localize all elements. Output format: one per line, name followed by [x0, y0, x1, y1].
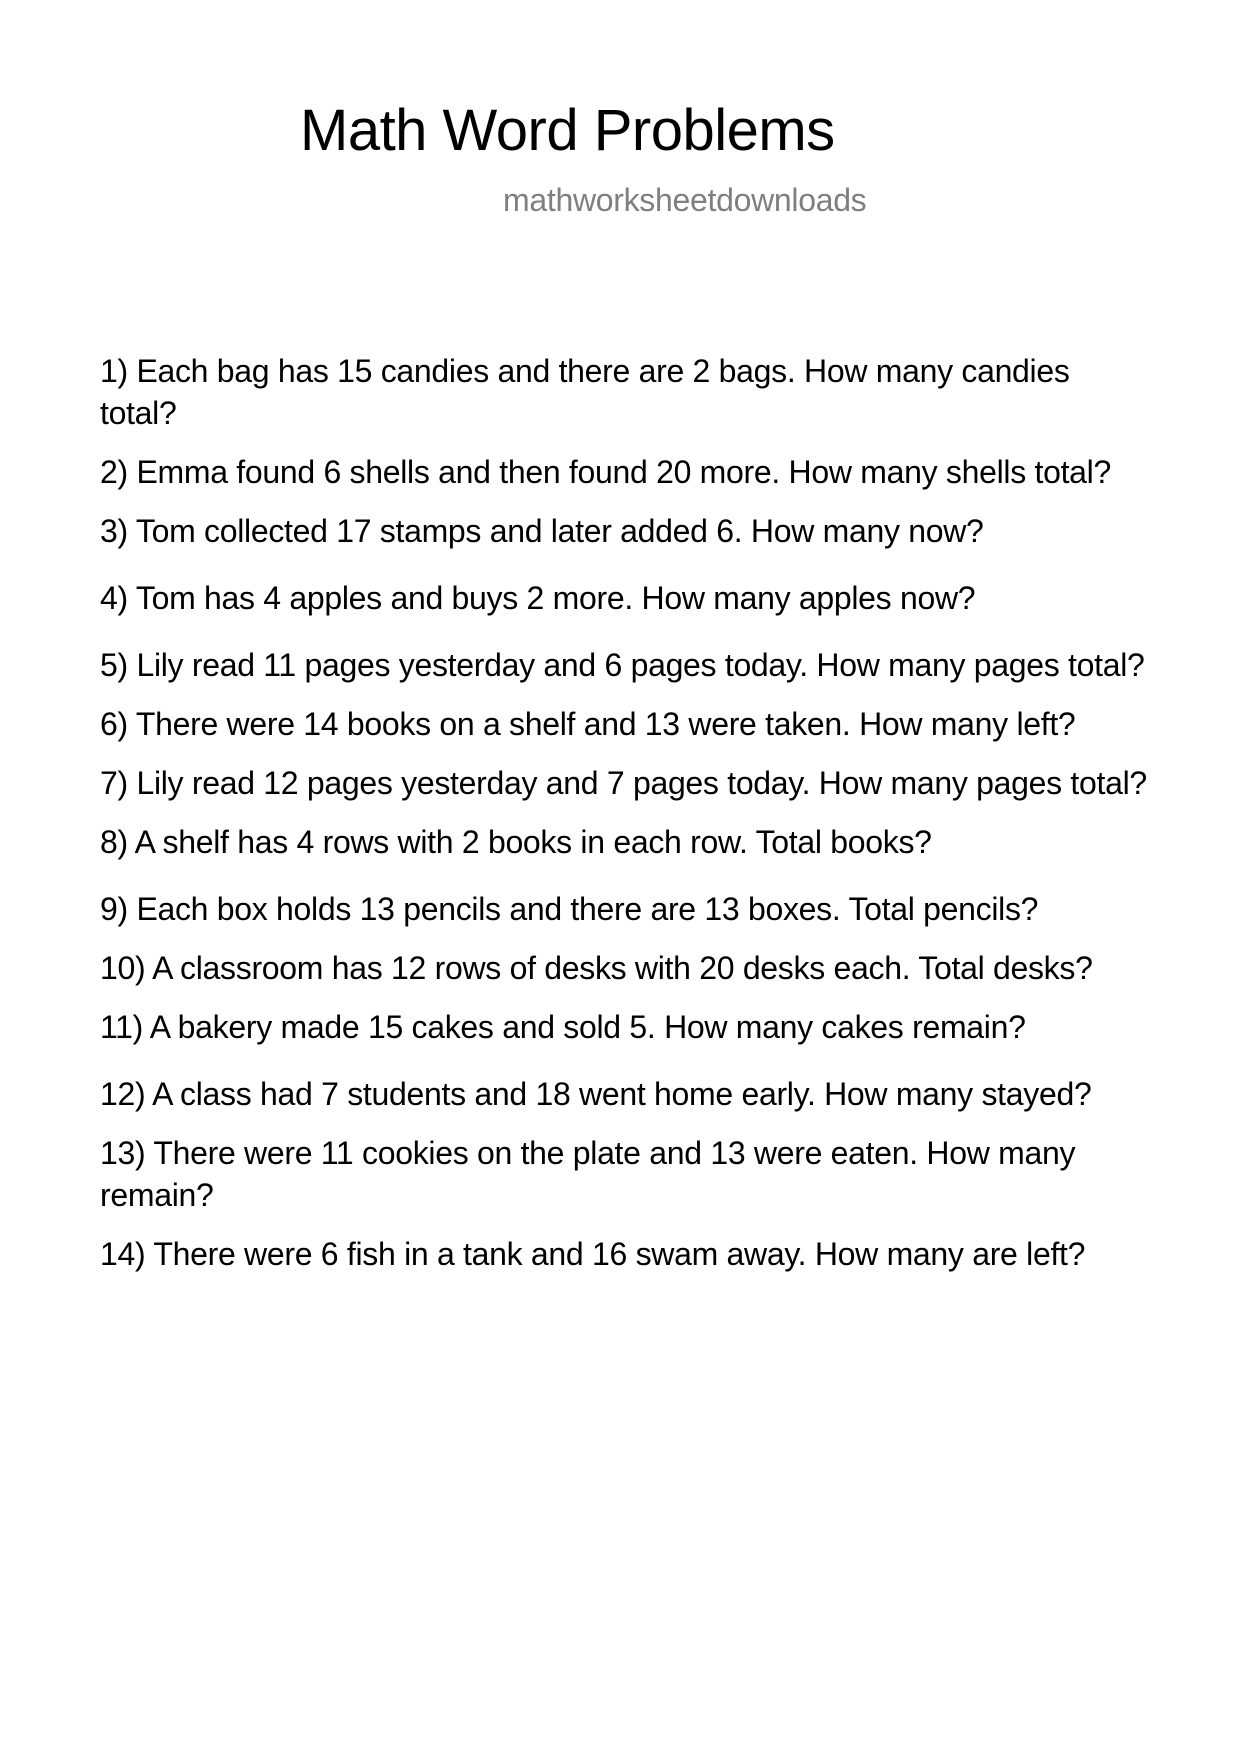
problem-list — [100, 350, 1150, 1292]
problem-item: 8) A shelf has 4 rows with 2 books in each row. Total books? — [100, 824, 932, 860]
problem-item: 10) A classroom has 12 rows of desks with 20 desks each. Total desks? — [100, 950, 1093, 986]
problem-item: 13) There were 11 cookies on the plate and 13 were eaten. How many remain? — [100, 1135, 1076, 1213]
problem-item: 3) Tom collected 17 stamps and later added 6. How many now? — [100, 513, 984, 549]
problem-item: 4) Tom has 4 apples and buys 2 more. How many apples now? — [100, 580, 976, 616]
problem-item: 6) There were 14 books on a shelf and 13 were taken. How many left? — [100, 706, 1076, 742]
page-subtitle: mathworksheetdownloads — [503, 182, 867, 218]
problem-item: 11) A bakery made 15 cakes and sold 5. How many cakes remain? — [100, 1009, 1026, 1045]
problem-item: 9) Each box holds 13 pencils and there are 13 boxes. Total pencils? — [100, 891, 1039, 927]
problem-item: 7) Lily read 12 pages yesterday and 7 pages today. How many pages total? — [100, 765, 1147, 801]
problem-item: 5) Lily read 11 pages yesterday and 6 pages today. How many pages total? — [100, 647, 1145, 683]
problem-item: 14) There were 6 fish in a tank and 16 swam away. How many are left? — [100, 1236, 1086, 1272]
page-title: Math Word Problems — [300, 98, 835, 163]
problem-item: 1) Each bag has 15 candies and there are 2 bags. How many candies total? — [100, 353, 1070, 431]
problem-item: 2) Emma found 6 shells and then found 20 more. How many shells total? — [100, 454, 1111, 490]
problem-item: 12) A class had 7 students and 18 went home early. How many stayed? — [100, 1076, 1092, 1112]
